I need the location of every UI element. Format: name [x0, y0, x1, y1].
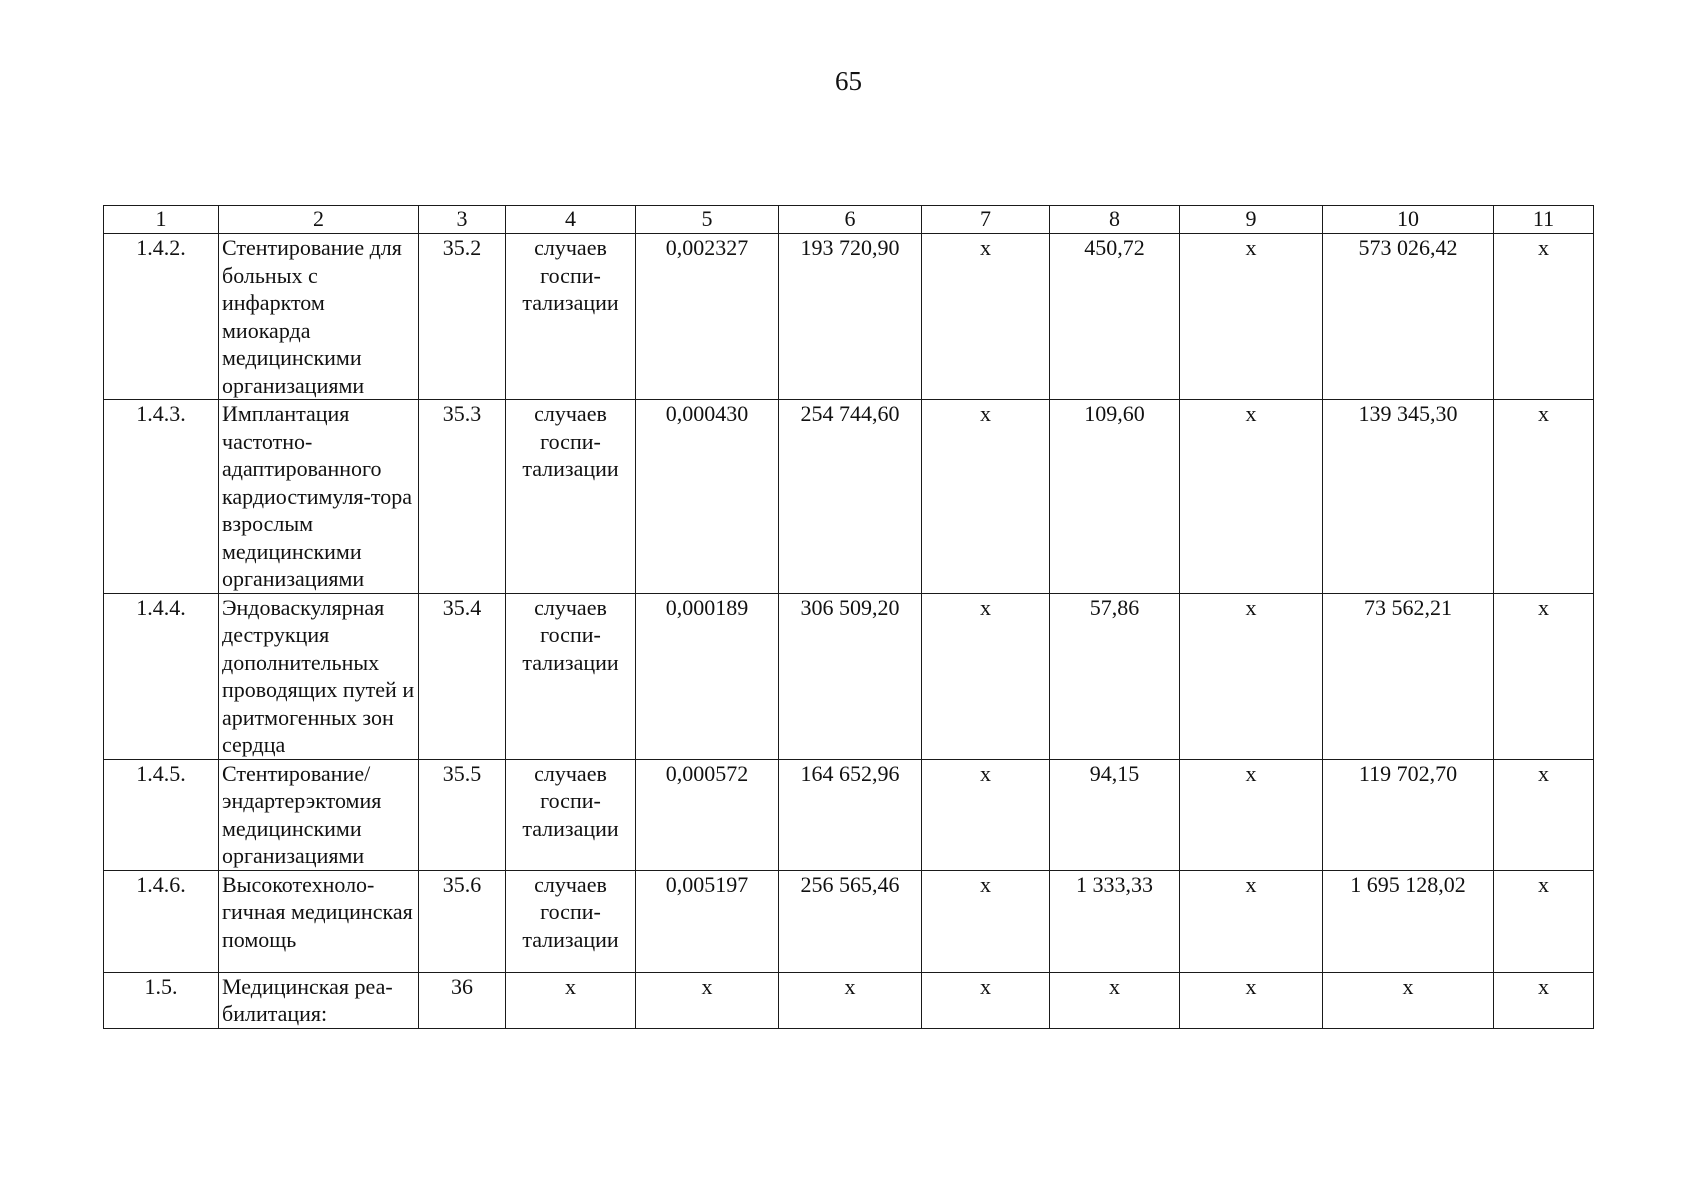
row-c6-cell: 164 652,96: [779, 759, 922, 870]
row-name-cell: Стентирование/ эндартерэктомия медицинскими организациями: [219, 759, 419, 870]
unit-line: госпи-: [540, 622, 601, 647]
row-c11-cell: х: [1494, 759, 1594, 870]
row-code-cell: 35.6: [419, 870, 506, 972]
unit-line: х: [565, 973, 576, 999]
row-code-cell: 36: [419, 972, 506, 1028]
table-row: [104, 972, 1594, 1028]
row-name-cell: Высокотехноло-гичная медицинская помощь: [219, 870, 419, 972]
row-c5-cell: 0,000189: [636, 593, 779, 759]
row-c10-cell: х: [1323, 972, 1494, 1028]
row-unit-cell: [506, 234, 636, 400]
table-row: [104, 593, 1594, 759]
row-c8-cell: 450,72: [1050, 234, 1180, 400]
row-number-cell: 1.4.5.: [104, 759, 219, 870]
row-c9-cell: х: [1180, 593, 1323, 759]
row-c11-cell: х: [1494, 593, 1594, 759]
row-name-cell: Стентирование для больных с инфарктом миокарда медицинскими организациями: [219, 234, 419, 400]
table-header: [104, 206, 1594, 234]
row-c5-cell: 0,000430: [636, 400, 779, 594]
unit-line: госпи-: [540, 262, 601, 288]
unit-line: случаев: [534, 760, 607, 786]
row-c7-cell: х: [922, 234, 1050, 400]
row-c10-cell: 1 695 128,02: [1323, 870, 1494, 972]
row-c6-cell: 306 509,20: [779, 593, 922, 759]
row-c5-cell: х: [636, 972, 779, 1028]
row-c11-cell: х: [1494, 400, 1594, 594]
row-number-cell: 1.4.4.: [104, 593, 219, 759]
column-header-9: 9: [1180, 206, 1323, 234]
row-c10-cell: 73 562,21: [1323, 593, 1494, 759]
row-number-cell: 1.5.: [104, 972, 219, 1028]
unit-line: случаев: [534, 871, 607, 897]
table-row: [104, 234, 1594, 400]
row-c11-cell: х: [1494, 870, 1594, 972]
unit-line: тализации: [522, 290, 619, 315]
row-c9-cell: х: [1180, 400, 1323, 594]
header-row: [104, 206, 1594, 234]
column-header-7: 7: [922, 206, 1050, 234]
row-c6-cell: 193 720,90: [779, 234, 922, 400]
row-code-cell: 35.3: [419, 400, 506, 594]
row-name-cell: Медицинская реа-билитация:: [219, 972, 419, 1028]
row-c5-cell: 0,002327: [636, 234, 779, 400]
page-number: 65: [835, 66, 862, 96]
row-c10-cell: 573 026,42: [1323, 234, 1494, 400]
row-c8-cell: 109,60: [1050, 400, 1180, 594]
row-c6-cell: х: [779, 972, 922, 1028]
row-c5-cell: 0,005197: [636, 870, 779, 972]
column-header-1: 1: [104, 206, 219, 234]
row-c8-cell: 1 333,33: [1050, 870, 1180, 972]
unit-line: тализации: [522, 815, 619, 841]
column-header-6: 6: [779, 206, 922, 234]
row-c7-cell: х: [922, 593, 1050, 759]
row-c7-cell: х: [922, 400, 1050, 594]
unit-line: случаев: [534, 401, 607, 426]
row-number-cell: 1.4.6.: [104, 870, 219, 972]
column-header-4: 4: [506, 206, 636, 234]
row-number-cell: 1.4.3.: [104, 400, 219, 594]
row-name-cell: Эндоваскулярная деструкция дополнительных проводящих путей и аритмогенных зон сердца: [219, 593, 419, 759]
unit-line: случаев: [534, 594, 607, 620]
data-table: [103, 205, 1594, 1029]
row-c11-cell: х: [1494, 972, 1594, 1028]
unit-line: тализации: [522, 456, 619, 481]
row-c9-cell: х: [1180, 759, 1323, 870]
row-c10-cell: 139 345,30: [1323, 400, 1494, 594]
column-header-8: 8: [1050, 206, 1180, 234]
row-c8-cell: 94,15: [1050, 759, 1180, 870]
row-c9-cell: х: [1180, 972, 1323, 1028]
row-c6-cell: 254 744,60: [779, 400, 922, 594]
row-c9-cell: х: [1180, 870, 1323, 972]
row-name-cell: Имплантация частотно-адаптированного кардиостимуля-тора взрослым медицинскими организациями: [219, 400, 419, 594]
table-body: [104, 234, 1594, 1029]
unit-line: тализации: [522, 649, 619, 675]
row-c8-cell: х: [1050, 972, 1180, 1028]
unit-line: госпи-: [540, 899, 601, 924]
unit-line: случаев: [534, 235, 607, 260]
table-row: [104, 759, 1594, 870]
row-c10-cell: 119 702,70: [1323, 759, 1494, 870]
column-header-10: 10: [1323, 206, 1494, 234]
row-unit-cell: [506, 400, 636, 594]
row-c6-cell: 256 565,46: [779, 870, 922, 972]
unit-line: госпи-: [540, 428, 601, 454]
row-c11-cell: х: [1494, 234, 1594, 400]
row-code-cell: 35.5: [419, 759, 506, 870]
column-header-5: 5: [636, 206, 779, 234]
row-unit-cell: [506, 972, 636, 1028]
row-c7-cell: х: [922, 972, 1050, 1028]
row-c8-cell: 57,86: [1050, 593, 1180, 759]
table-row: [104, 400, 1594, 594]
row-code-cell: 35.2: [419, 234, 506, 400]
unit-line: тализации: [522, 926, 619, 952]
row-c7-cell: х: [922, 759, 1050, 870]
row-unit-cell: [506, 870, 636, 972]
row-c5-cell: 0,000572: [636, 759, 779, 870]
row-code-cell: 35.4: [419, 593, 506, 759]
row-c7-cell: х: [922, 870, 1050, 972]
column-header-2: 2: [219, 206, 419, 234]
row-unit-cell: [506, 759, 636, 870]
column-header-3: 3: [419, 206, 506, 234]
unit-line: госпи-: [540, 788, 601, 813]
row-number-cell: 1.4.2.: [104, 234, 219, 400]
row-unit-cell: [506, 593, 636, 759]
table-row: [104, 870, 1594, 972]
column-header-11: 11: [1494, 206, 1594, 234]
row-c9-cell: х: [1180, 234, 1323, 400]
